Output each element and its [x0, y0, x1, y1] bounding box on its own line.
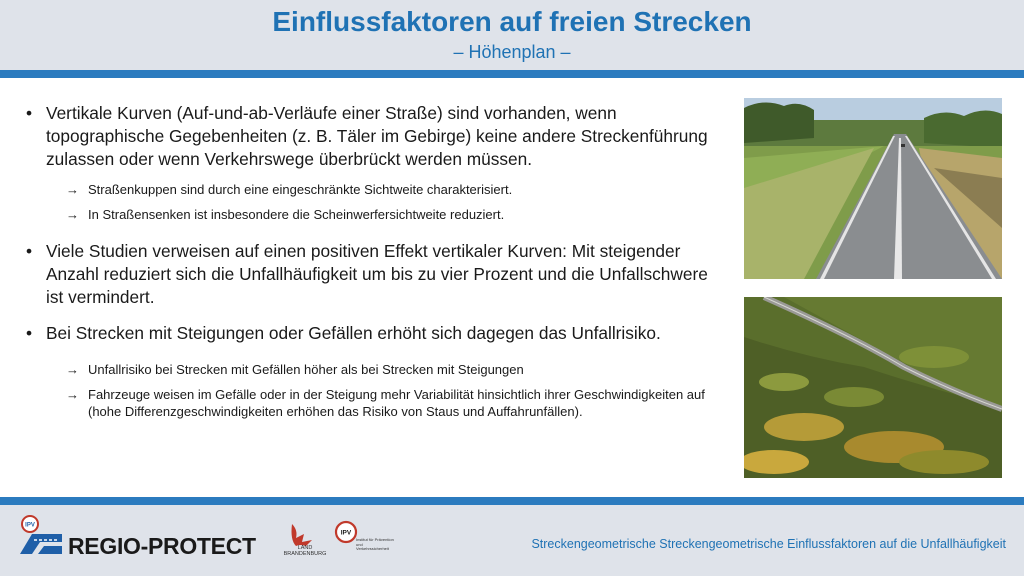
bullet-text: Bei Strecken mit Steigungen oder Gefällen erhöht sich dagegen das Unfallrisiko. — [46, 323, 661, 343]
sub-bullet-text: Fahrzeuge weisen im Gefälle oder in der Steigung mehr Variabilität hinsichtlich ihrer Geschwindigkeiten auf (hohe Differenzgeschwindigkeiten erhöhen das Risiko von Staus und Auffahrunfällen). — [88, 387, 705, 419]
sub-bullet-text: Straßenkuppen sind durch eine eingeschränkte Sichtweite charakterisiert. — [88, 182, 513, 197]
mountain-slope-photo — [744, 297, 1002, 478]
bullet-dot: • — [26, 241, 33, 261]
sub-bullet-text: In Straßensenken ist insbesondere die Scheinwerfersichtweite reduziert. — [88, 207, 505, 222]
sub-bullet-item — [26, 181, 716, 198]
header-band — [0, 0, 1024, 70]
brand-name: REGIO-PROTECT — [68, 533, 256, 559]
bullet-item — [26, 322, 716, 345]
bullet-list — [26, 102, 716, 420]
regio-protect-logo-icon — [18, 514, 64, 558]
arrow-icon: → — [66, 207, 79, 222]
arrow-icon: → — [66, 387, 79, 402]
bullet-dot: • — [26, 103, 33, 123]
sub-bullet-item — [26, 206, 716, 223]
land-brandenburg-label: LAND BRANDENBURG — [283, 545, 327, 557]
ipv-logo-icon — [334, 520, 358, 544]
page-title: Einflussfaktoren auf freien Strecken — [272, 6, 752, 37]
page-subtitle: – Höhenplan – — [453, 42, 571, 62]
ipv-institute-label: Institut für Prävention und Verkehrssicherheit — [356, 537, 394, 552]
bullet-text: Vertikale Kurven (Auf-und-ab-Verläufe einer Straße) sind vorhanden, wenn topographische Gegebenheiten (z. B. Täler im Gebirge) keine andere Streckenführung zulassen oder wenn Verkehrswege überbrückt werden müssen. — [46, 103, 708, 169]
arrow-icon: → — [66, 362, 79, 377]
ipv-badge-text: IPV — [340, 529, 352, 537]
road-crest-photo — [744, 98, 1002, 279]
sub-bullet-item — [26, 361, 716, 378]
sub-bullet-item — [26, 386, 716, 420]
bullet-dot: • — [26, 323, 33, 343]
bullet-item — [26, 102, 716, 171]
footer-divider — [0, 497, 1024, 505]
sub-bullet-text: Unfallrisiko bei Strecken mit Gefällen höher als bei Strecken mit Steigungen — [88, 362, 524, 377]
bullet-item — [26, 240, 716, 309]
bullet-text: Viele Studien verweisen auf einen positiven Effekt vertikaler Kurven: Mit steigender Anzahl reduziert sich die Unfallhäufigkeit um bis zu vier Prozent und die Unfallschwere ist vermindert. — [46, 241, 708, 307]
logo-badge-text: IPV — [25, 522, 35, 529]
footer-caption: Streckengeometrische Streckengeometrische Einflussfaktoren auf die Unfallhäufigkeit — [531, 537, 1006, 551]
arrow-icon: → — [66, 182, 79, 197]
header-divider — [0, 70, 1024, 78]
